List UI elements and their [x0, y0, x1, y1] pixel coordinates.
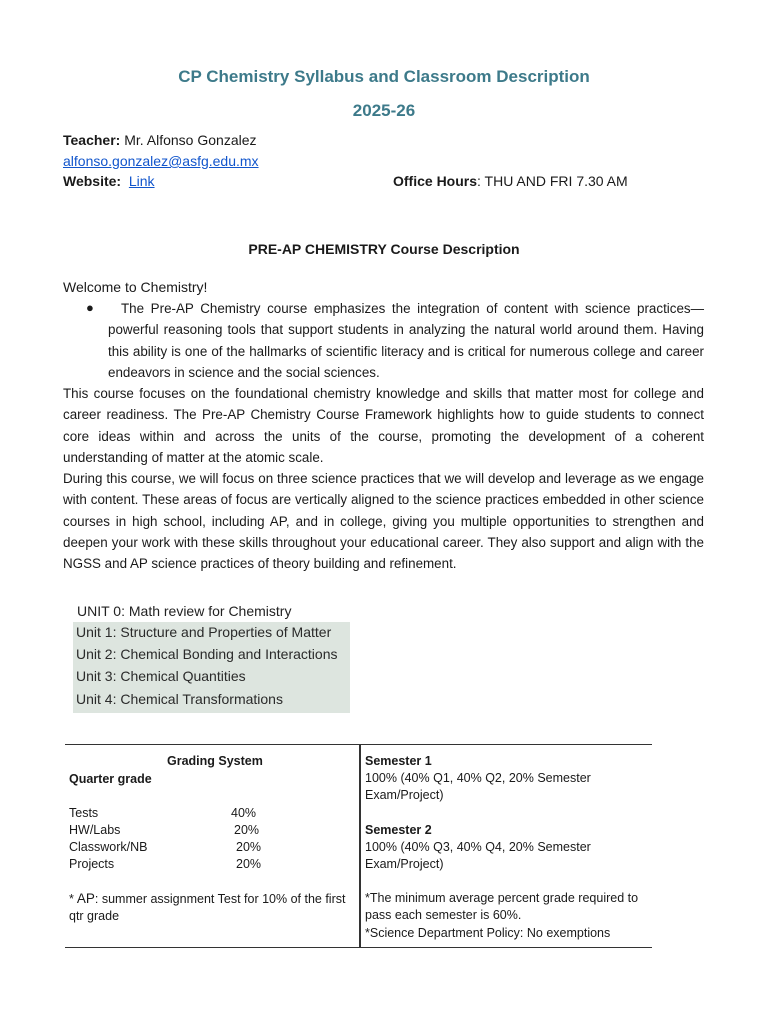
office-hours-line — [393, 173, 628, 189]
grade-item: Projects — [69, 857, 115, 871]
ap-note — [69, 890, 349, 925]
grade-percent: 40% — [231, 806, 257, 820]
website-label: Website: — [63, 173, 122, 189]
unit-item-3: Unit 3: Chemical Quantities — [76, 668, 246, 684]
ap-star: * — [69, 892, 74, 906]
science-practices-paragraph: During this course, we will focus on three science practices that we will develop and leverage as we engage with content. These areas of focus are vertically aligned to the science practices embedded in other science courses in high school, including AP, and in college, giving you multiple opportunities to strengthen and deepen your work with these skills throughout your educational career. They also support and align with the NGSS and AP science practices of theory building and refinement. — [63, 471, 704, 572]
website-link[interactable]: Link — [128, 173, 155, 189]
table-divider — [359, 745, 361, 947]
ap-label: AP — [73, 891, 95, 906]
course-description-heading: PRE-AP CHEMISTRY Course Description — [248, 241, 520, 257]
unit-item-0: UNIT 0: Math review for Chemistry — [77, 603, 292, 619]
semester1-text: 100% (40% Q1, 40% Q2, 20% Semester Exam/Project) — [365, 771, 591, 802]
unit-item-4: Unit 4: Chemical Transformations — [76, 691, 283, 707]
welcome-text: Welcome to Chemistry! — [63, 279, 208, 295]
teacher-label: eacher: — [70, 132, 121, 148]
teacher-label-initial: T — [63, 132, 71, 148]
grade-item: HW/Labs — [69, 823, 121, 837]
website-line — [63, 173, 155, 189]
quarter-grade-label: Quarter grade — [69, 772, 152, 786]
units-shaded-block — [73, 622, 350, 713]
course-focus-paragraph: This course focuses on the foundational chemistry knowledge and skills that matter most for college and career readiness. The Pre-AP Chemistry Course Framework highlights how to guide students to connect core ideas within and across the units of the course, promoting the development of a coherent understanding of matter at the atomic scale. — [63, 386, 704, 465]
semester1-label: Semester 1 — [365, 754, 432, 768]
teacher-email-link[interactable]: alfonso.gonzalez@asfg.edu.mx — [63, 153, 259, 169]
grading-table — [65, 744, 652, 948]
teacher-line — [63, 132, 257, 148]
document-title: CP Chemistry Syllabus and Classroom Description — [178, 67, 590, 86]
semester2-text: 100% (40% Q3, 40% Q4, 20% Semester Exam/Project) — [365, 840, 591, 871]
department-policy-note: *Science Department Policy: No exemptions — [365, 926, 611, 940]
unit-item-1: Unit 1: Structure and Properties of Matter — [76, 624, 332, 640]
course-bullet-paragraph: The Pre-AP Chemistry course emphasizes the integration of content with science practices—powerful reasoning tools that support students in analyzing the natural world around them. Having this ability is one of the hallmarks of scientific literacy and is critical for numerous college and career endeavors in science and the social sciences. — [108, 301, 704, 380]
office-hours-value: : THU AND FRI 7.30 AM — [477, 173, 628, 189]
teacher-name: Mr. Alfonso Gonzalez — [120, 132, 257, 148]
office-hours-label: Office Hours — [393, 173, 478, 189]
grade-percent: 20% — [234, 823, 260, 837]
school-year: 2025-26 — [352, 101, 416, 120]
email-line — [63, 153, 259, 169]
grading-title: Grading System — [167, 754, 263, 768]
grade-item: Classwork/NB — [69, 840, 148, 854]
grade-percent: 20% — [236, 840, 262, 854]
grade-item: Tests — [69, 806, 99, 820]
bullet-icon: ● — [86, 300, 94, 315]
ap-note-text: : summer assignment Test for 10% of the first qtr grade — [69, 892, 346, 923]
unit-item-2: Unit 2: Chemical Bonding and Interactions — [76, 646, 338, 662]
minimum-grade-note: *The minimum average percent grade required to pass each semester is 60%. — [365, 891, 639, 922]
semester2-label: Semester 2 — [365, 823, 432, 837]
grade-percent: 20% — [236, 857, 262, 871]
